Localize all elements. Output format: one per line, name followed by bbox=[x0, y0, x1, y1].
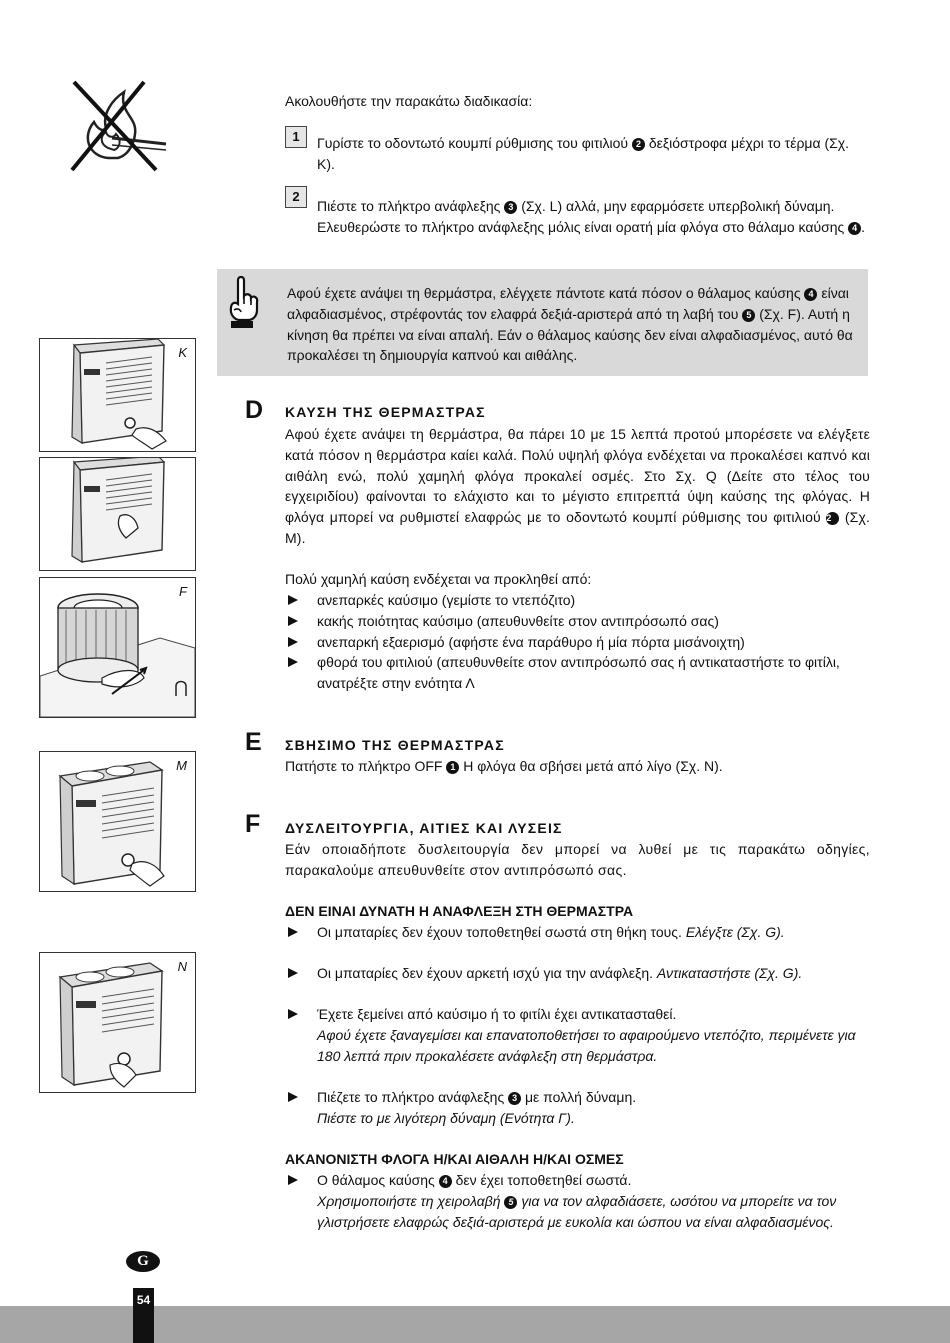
no-ignition-item-2: Οι μπαταρίες δεν έχουν αρκετή ισχύ για την ανάφλεξη. Αντικαταστήστε (Σχ. G). bbox=[285, 963, 870, 984]
note-text: Αφού έχετε ανάψει τη θερμάστρα, ελέγχετε πάντοτε κατά πόσον ο θάλαμος καύσης 4 είναι αλφαδιασμένος, στρέφοντάς τον ελαφρά δεξιά-αριστερά από τη λαβή του 5 (Σχ. F). Αυτή η κίνηση θα πρέπει να είναι απαλή. Εάν ο θάλαμος καύσης δεν είναι αλφαδιασμένος, αυτό θα προκαλέσει τη δημιουργία καπνού και αιθάλης. bbox=[287, 285, 853, 364]
section-letter-e: E bbox=[245, 728, 262, 756]
figure-label: K bbox=[178, 345, 187, 360]
heater-illustration bbox=[40, 752, 195, 891]
section-e-body: Πατήστε το πλήκτρο OFF 1 Η φλόγα θα σβήσει μετά από λίγο (Σχ. N). bbox=[285, 758, 723, 774]
section-e-title: ΣΒΗΣΙΜΟ ΤΗΣ ΘΕΡΜΑΣΤΡΑΣ bbox=[285, 737, 505, 753]
badge-3-icon: 3 bbox=[504, 201, 517, 214]
heater-illustration bbox=[40, 458, 195, 570]
figure-m bbox=[39, 751, 196, 892]
section-letter-d: D bbox=[245, 396, 264, 424]
step-number-2: 2 bbox=[285, 186, 307, 208]
low-combustion-intro: Πολύ χαμηλή καύση ενδέχεται να προκληθεί από: bbox=[285, 571, 592, 587]
figure-label: N bbox=[177, 959, 187, 974]
section-d-title: ΚΑΥΣΗ ΤΗΣ ΘΕΡΜΑΣΤΡΑΣ bbox=[285, 404, 486, 420]
low-combustion-list bbox=[285, 590, 870, 694]
page-number: 54 bbox=[133, 1288, 154, 1343]
language-badge: G bbox=[126, 1251, 160, 1272]
figure-n bbox=[39, 952, 196, 1093]
figure-label: M bbox=[176, 758, 187, 773]
heater-illustration bbox=[40, 953, 195, 1092]
badge-3-icon: 3 bbox=[508, 1092, 521, 1105]
no-ignition-item-1: Οι μπαταρίες δεν έχουν τοποθετηθεί σωστά στη θήκη τους. Ελέγξτε (Σχ. G). bbox=[285, 922, 870, 943]
list-item: ανεπαρκές καύσιμο (γεμίστε το ντεπόζιτο) bbox=[285, 590, 870, 611]
badge-2-icon: 2 bbox=[632, 138, 645, 151]
step-1-text: Γυρίστε το οδοντωτό κουμπί ρύθμισης του φιτιλιού 2 δεξιόστροφα μέχρι το τέρμα (Σχ. Κ). bbox=[317, 135, 850, 172]
combustion-chamber-illustration bbox=[40, 578, 195, 717]
badge-4-icon: 4 bbox=[804, 288, 817, 301]
step-number-1: 1 bbox=[285, 126, 307, 148]
section-f-title: ΔΥΣΛΕΙΤΟΥΡΓΙΑ, ΑΙΤΙΕΣ ΚΑΙ ΛΥΣΕΙΣ bbox=[285, 820, 563, 836]
irregular-flame-title: ΑΚΑΝΟΝΙΣΤΗ ΦΛΟΓΑ Η/ΚΑΙ ΑΙΘΑΛΗ Η/ΚΑΙ ΟΣΜΕΣ bbox=[285, 1151, 624, 1167]
figure-k bbox=[39, 338, 196, 452]
figure-f bbox=[39, 577, 196, 718]
no-ignition-title: ΔΕΝ ΕΙΝΑΙ ΔΥΝΑΤΗ Η ΑΝΑΦΛΕΞΗ ΣΤΗ ΘΕΡΜΑΣΤΡΑ bbox=[285, 903, 634, 919]
no-fire-icon bbox=[68, 78, 168, 176]
no-ignition-item-3: Έχετε ξεμείνει από καύσιμο ή το φιτίλι έχει αντικατασταθεί. Αφού έχετε ξαναγεμίσει και επανατοποθετήσει το αφαιρούμενο ντεπόζιτο, περιμένετε για 180 λεπτά πριν προκαλέσετε ανάφλεξη στη θερμάστρα. bbox=[285, 1004, 870, 1066]
heater-illustration bbox=[40, 339, 195, 451]
section-letter-f: F bbox=[245, 810, 261, 838]
badge-5-icon: 5 bbox=[742, 309, 755, 322]
list-item: φθορά του φιτιλιού (απευθυνθείτε στον αντιπρόσωπό σας ή αντικαταστήστε το φιτίλι, ανατρέξτε στην ενότητα Λ bbox=[285, 652, 870, 694]
badge-1-icon: 1 bbox=[446, 761, 459, 774]
intro-text: Ακολουθήστε την παρακάτω διαδικασία: bbox=[285, 93, 533, 109]
badge-4-icon: 4 bbox=[439, 1175, 452, 1188]
figure-l bbox=[39, 457, 196, 571]
section-d-body: Αφού έχετε ανάψει τη θερμάστρα, θα πάρει 10 με 15 λεπτά προτού μπορέσετε να ελέγξετε κατά πόσον η θερμάστρα καίει καλά. Πολύ υψηλή φλόγα ενδέχεται να προκαλέσει καπνό και αιθάλη ενώ, πολύ χαμηλή φλόγα προκαλεί οσμές. Στο Σχ. Q (Δείτε στο τέλος του εγχειριδίου) φαίνονται το ελάχιστο και το μέγιστο επιτρεπτά ύψη καύσης της φλόγας. Η φλόγα μπορεί να ρυθμιστεί ελαφρώς με το οδοντωτό κουμπί ρύθμισης του φιτιλιού 2 (Σχ. M). bbox=[285, 426, 871, 546]
no-ignition-item-4: Πιέζετε το πλήκτρο ανάφλεξης 3 με πολλή δύναμη. Πιέστε το με λιγότερη δύναμη (Ενότητα Γ). bbox=[285, 1087, 870, 1129]
list-item: κακής ποιότητας καύσιμο (απευθυνθείτε στον αντιπρόσωπό σας) bbox=[285, 611, 870, 632]
irregular-flame-item: Ο θάλαμος καύσης 4 δεν έχει τοποθετηθεί σωστά. Χρησιμοποιήστε τη χειρολαβή 5 για να τον αλφαδιάσετε, ωσότου να μπορείτε να τον γλιστρήσετε ελαφρώς δεξιά-αριστερά με ευκολία και ώσπου να είναι αλφαδιασμένος. bbox=[285, 1170, 870, 1232]
pointing-hand-icon bbox=[226, 274, 260, 330]
figure-label: F bbox=[179, 584, 187, 599]
list-item: ανεπαρκή εξαερισμό (αφήστε ένα παράθυρο ή μία πόρτα μισάνοιχτη) bbox=[285, 632, 870, 653]
step-2-text: Πιέστε το πλήκτρο ανάφλεξης 3 (Σχ. L) αλλά, μην εφαρμόσετε υπερβολική δύναμη. Ελευθερώστε το πλήκτρο ανάφλεξης μόλις είναι ορατή μία φλόγα στο θάλαμο καύσης 4 . bbox=[317, 198, 866, 235]
badge-2-icon: 2 bbox=[826, 512, 839, 525]
section-f-body: Εάν οποιαδήποτε δυσλειτουργία δεν μπορεί να λυθεί με τις παρακάτω οδηγίες, παρακαλούμε απευθυνθείτε στον αντιπρόσωπό σας. bbox=[285, 841, 870, 878]
badge-4-icon: 4 bbox=[848, 222, 861, 235]
badge-5-icon: 5 bbox=[504, 1196, 517, 1209]
